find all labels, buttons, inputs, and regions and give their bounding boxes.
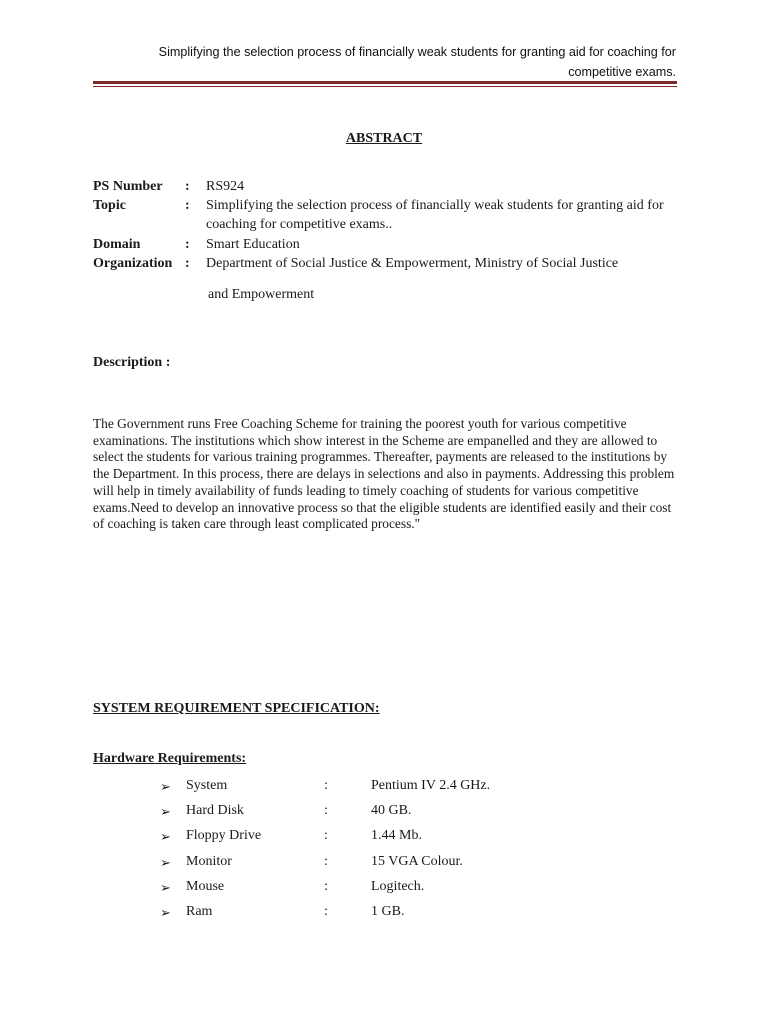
arrow-bullet-icon: ➢ — [160, 854, 171, 870]
meta-colon: : — [185, 256, 190, 271]
meta-colon: : — [185, 179, 190, 194]
hardware-item-colon: : — [324, 828, 328, 844]
meta-value-topic: Simplifying the selection process of financially weak students for granting aid for coaching for competitive exams.. — [206, 198, 664, 232]
hardware-item-value: Pentium IV 2.4 GHz. — [371, 778, 491, 793]
meta-key-domain: Domain — [93, 237, 141, 252]
meta-value-domain: Smart Education — [206, 237, 300, 252]
hardware-item-value: 1 GB. — [371, 903, 405, 919]
hardware-item-value: 15 VGA Colour. — [371, 853, 463, 869]
meta-colon: : — [185, 237, 190, 252]
hardware-item-name: Monitor — [186, 853, 232, 869]
arrow-bullet-icon: ➢ — [160, 779, 171, 794]
hardware-item-value: 1.44 Mb. — [371, 828, 422, 844]
arrow-bullet-icon: ➢ — [160, 804, 171, 820]
hardware-item-colon: : — [324, 778, 328, 793]
arrow-bullet-icon: ➢ — [160, 829, 171, 845]
meta-colon: : — [185, 198, 190, 213]
hardware-item-colon: : — [324, 803, 328, 819]
hardware-item-name: Hard Disk — [186, 803, 244, 819]
hardware-item-name: Ram — [186, 903, 213, 919]
hardware-item-name: Mouse — [186, 878, 225, 894]
meta-key-ps-number: PS Number — [93, 179, 163, 194]
arrow-bullet-icon: ➢ — [160, 879, 171, 895]
arrow-bullet-icon: ➢ — [160, 904, 171, 920]
hardware-item — [160, 776, 560, 801]
description-body: The Government runs Free Coaching Scheme for training the poorest youth for various competitive examinations. The institutions which show interest in the Scheme are empanelled and they are allowed to select the students for various training programmes. Thereafter, payments are released to the institutions by the Department. In this process, there are delays in selections and also in payments. Addressing this problem will help in timely availability of funds leading to timely coaching of students for various competitive exams.Need to develop an innovative process so that the eligible students are identified easily and their cost of coaching is taken care through least complicated process." — [93, 416, 675, 532]
hardware-item — [160, 801, 560, 826]
hardware-list — [160, 776, 560, 927]
hardware-item-value: Logitech. — [371, 878, 425, 894]
hardware-item — [160, 877, 560, 902]
hardware-item — [160, 902, 560, 927]
meta-key-topic: Topic — [93, 198, 126, 213]
description-title: Description : — [93, 355, 171, 370]
page-header-text: Simplifying the selection process of financially weak students for granting aid for coaching for competitive exams. — [158, 45, 676, 79]
hardware-item-colon: : — [324, 903, 328, 919]
meta-value-ps-number: RS924 — [206, 179, 245, 194]
hardware-requirements-title: Hardware Requirements: — [93, 751, 247, 766]
hardware-item-value: 40 GB. — [371, 803, 412, 819]
meta-value-organization: Department of Social Justice & Empowerment, Ministry of Social Justice — [206, 256, 619, 271]
hardware-item — [160, 826, 560, 851]
header-rule-thin — [93, 86, 677, 87]
hardware-item-colon: : — [324, 853, 328, 869]
hardware-item — [160, 852, 560, 877]
abstract-title: ABSTRACT — [345, 131, 423, 146]
meta-key-organization: Organization — [93, 256, 173, 271]
meta-value-organization-cont: and Empowerment — [208, 287, 315, 302]
hardware-item-colon: : — [324, 878, 328, 894]
srs-title: SYSTEM REQUIREMENT SPECIFICATION: — [93, 701, 380, 716]
header-rule-thick — [93, 81, 677, 84]
hardware-item-name: System — [186, 778, 228, 793]
hardware-item-name: Floppy Drive — [186, 828, 262, 844]
